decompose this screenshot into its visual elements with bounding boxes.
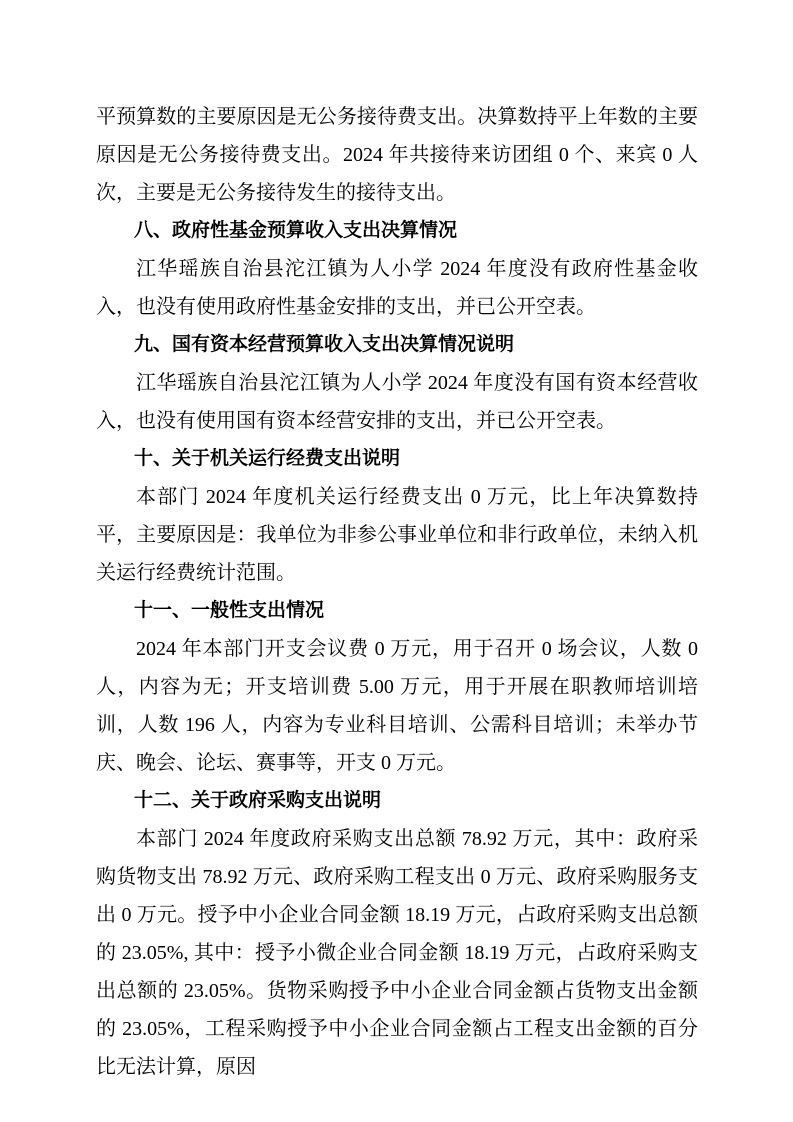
heading-section-12-government-procurement: 十二、关于政府采购支出说明 [134, 790, 382, 811]
heading-section-9-state-capital-budget: 九、国有资本经营预算收入支出决算情况说明 [134, 334, 515, 355]
heading-section-11-general-expense: 十一、一般性支出情况 [134, 600, 325, 621]
paragraph-operating-expense: 本部门 2024 年度机关运行经费支出 0 万元，比上年决算数持平，主要原因是：我单位为非参公事业单位和非行政单位，未纳入机关运行经费统计范围。 [96, 486, 698, 584]
paragraph-continuation-reception-expense: 平预算数的主要原因是无公务接待费支出。决算数持平上年数的主要原因是无公务接待费支出。2024 年共接待来访团组 0 个、来宾 0 人次，主要是无公务接待发生的接待支出。 [96, 106, 698, 204]
paragraph-government-procurement: 本部门 2024 年度政府采购支出总额 78.92 万元，其中：政府采购货物支出 78.92 万元、政府采购工程支出 0 万元、政府采购服务支出 0 万元。授予中小企业合同金额 18.19 万元，占政府采购支出总额的 23.05%, 其中：授予小微企业合同金额 18.19 万元，占政府采购支出总额的 23.05%。货物采购授予中小企业合同金额占货物支出金额的 23.05%，工程采购授予中小企业合同金额占工程支出金额的百分比无法计算，原因 [96, 828, 698, 1078]
paragraph-general-expense: 2024 年本部门开支会议费 0 万元，用于召开 0 场会议，人数 0 人，内容为无；开支培训费 5.00 万元，用于开展在职教师培训培训，人数 196 人，内容为专业科目培训、公需科目培训；未举办节庆、晚会、论坛、赛事等，开支 0 万元。 [96, 638, 698, 774]
paragraph-government-fund-budget: 江华瑶族自治县沱江镇为人小学 2024 年度没有政府性基金收入，也没有使用政府性基金安排的支出，并已公开空表。 [96, 258, 698, 318]
paragraph-state-capital-budget: 江华瑶族自治县沱江镇为人小学 2024 年度没有国有资本经营收入，也没有使用国有资本经营安排的支出，并已公开空表。 [96, 372, 698, 432]
heading-section-8-government-fund-budget: 八、政府性基金预算收入支出决算情况 [134, 220, 458, 241]
heading-section-10-operating-expense: 十、关于机关运行经费支出说明 [134, 448, 401, 469]
